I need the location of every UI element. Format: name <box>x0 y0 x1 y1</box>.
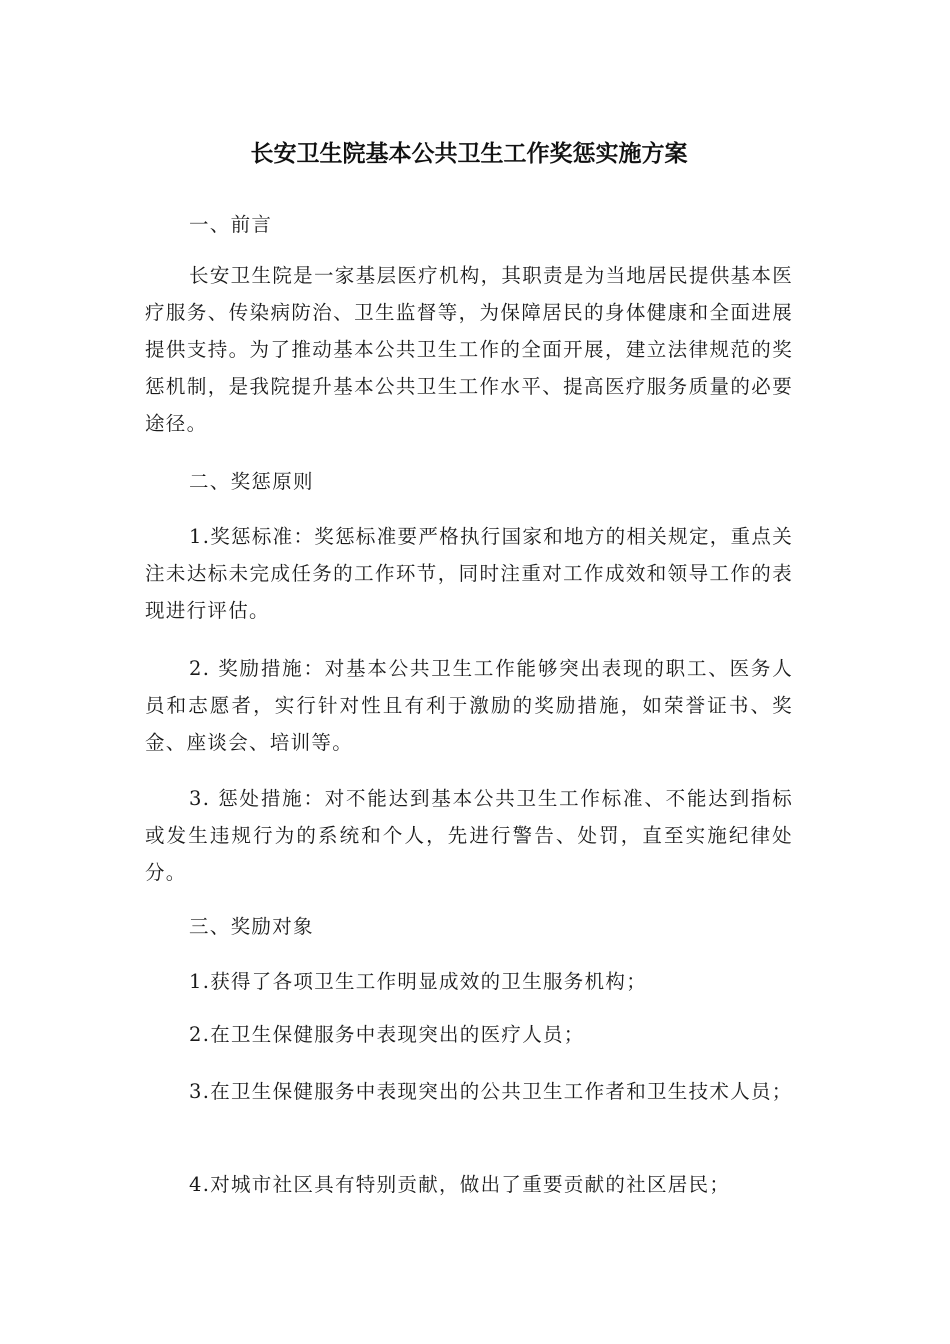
preface-paragraph: 长安卫生院是一家基层医疗机构，其职责是为当地居民提供基本医疗服务、传染病防治、卫生监督等，为保障居民的身体健康和全面进展提供支持。为了推动基本公共卫生工作的全面开展，建立法律规范的奖惩机制，是我院提升基本公共卫生工作水平、提高医疗服务质量的必要途径。 <box>145 264 793 435</box>
reward-target-item-2: 2.在卫生保健服务中表现突出的医疗人员； <box>189 1023 585 1046</box>
reward-target-item-4: 4.对城市社区具有特别贡献，做出了重要贡献的社区居民； <box>189 1173 731 1196</box>
reward-target-item-3: 3.在卫生保健服务中表现突出的公共卫生工作者和卫生技术人员； <box>189 1080 793 1103</box>
section-heading-reward-targets: 三、奖励对象 <box>189 915 314 938</box>
section-heading-preface: 一、前言 <box>189 213 273 236</box>
document-title: 长安卫生院基本公共卫生工作奖惩实施方案 <box>250 141 688 167</box>
principle-item-standard: 1.奖惩标准：奖惩标准要严格执行国家和地方的相关规定，重点关注未达标未完成任务的工作环节，同时注重对工作成效和领导工作的表现进行评估。 <box>145 525 793 622</box>
principle-item-punishment: 3. 惩处措施：对不能达到基本公共卫生工作标准、不能达到指标或发生违规行为的系统和个人，先进行警告、处罚，直至实施纪律处分。 <box>145 787 793 884</box>
reward-target-item-1: 1.获得了各项卫生工作明显成效的卫生服务机构； <box>189 970 648 993</box>
principle-item-reward: 2. 奖励措施：对基本公共卫生工作能够突出表现的职工、医务人员和志愿者，实行针对性且有利于激励的奖励措施，如荣誉证书、奖金、座谈会、培训等。 <box>145 657 793 754</box>
section-heading-principles: 二、奖惩原则 <box>189 470 314 493</box>
